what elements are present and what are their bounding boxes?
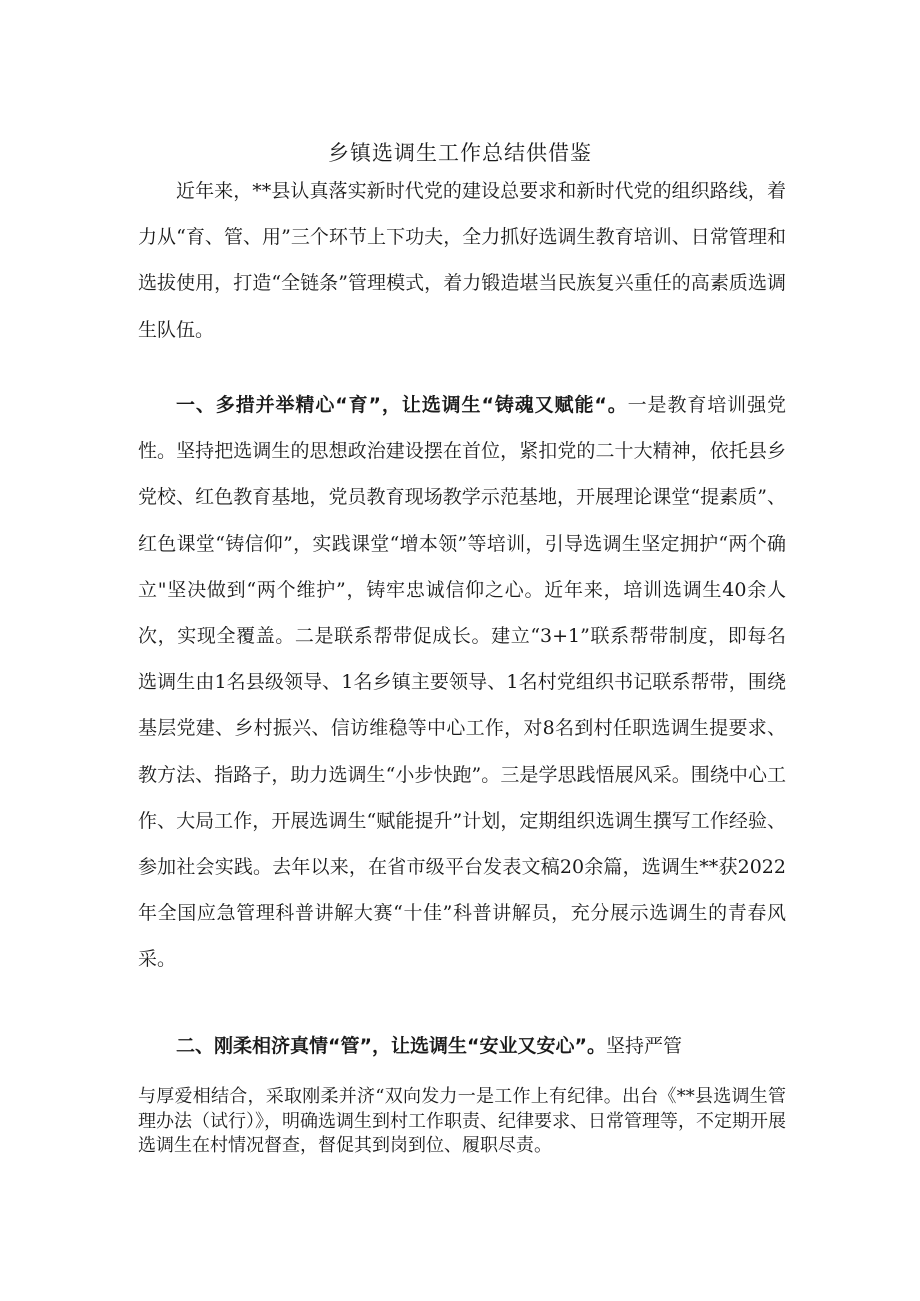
document-title: 乡镇选调生工作总结供借鉴 <box>328 141 592 165</box>
section-2-paragraph <box>138 1023 786 1069</box>
section-1-heading: 一、多措并举精心“育”，让选调生“铸魂又赋能“。 <box>176 394 628 416</box>
section-1-paragraph <box>138 382 786 983</box>
section-2-heading: 二、刚柔相济真情“管”，让选调生“安业又安心”。 <box>176 1035 606 1057</box>
section-2-body-start: 坚持严管 <box>605 1035 682 1057</box>
section-1-body: 一是教育培训强党性。坚持把选调生的思想政治建设摆在首位，紧扣党的二十大精神，依托县乡党校、红色教育基地，党员教育现场教学示范基地，开展理论课堂“提素质”、红色课堂“铸信仰”，实践课堂“增本领”等培训，引导选调生坚定拥护“两个确立"坚决做到“两个维护”，铸牢忠诚信仰之心。近年来，培训选调生40余人次，实现全覆盖。二是联系帮带促成长。建立“3+1”联系帮带制度，即每名选调生由1名县级领导、1名乡镇主要领导、1名村党组织书记联系帮带，围绕基层党建、乡村振兴、信访维稳等中心工作，对8名到村任职选调生提要求、教方法、指路子，助力选调生“小步快跑”。三是学思践悟展风采。围绕中心工作、大局工作，开展选调生“赋能提升”计划，定期组织选调生撰写工作经验、参加社会实践。去年以来，在省市级平台发表文稿20余篇，选调生**获2022年全国应急管理科普讲解大赛“十佳”科普讲解员，充分展示选调生的青春风采。 <box>138 394 786 971</box>
section-2-continuation: 与厚爱相结合，采取刚柔并济“双向发力一是工作上有纪律。出台《**县选调生管理办法（试行）》，明确选调生到村工作职责、纪律要求、日常管理等，不定期开展选调生在村情况督查，督促其到岗到位、履职尽责。 <box>138 1086 786 1156</box>
intro-paragraph: 近年来，**县认真落实新时代党的建设总要求和新时代党的组织路线，着力从“育、管、用”三个环节上下功夫，全力抓好选调生教育培训、日常管理和选拔使用，打造“全链条”管理模式，着力锻造堪当民族复兴重任的高素质选调生队伍。 <box>138 180 786 341</box>
